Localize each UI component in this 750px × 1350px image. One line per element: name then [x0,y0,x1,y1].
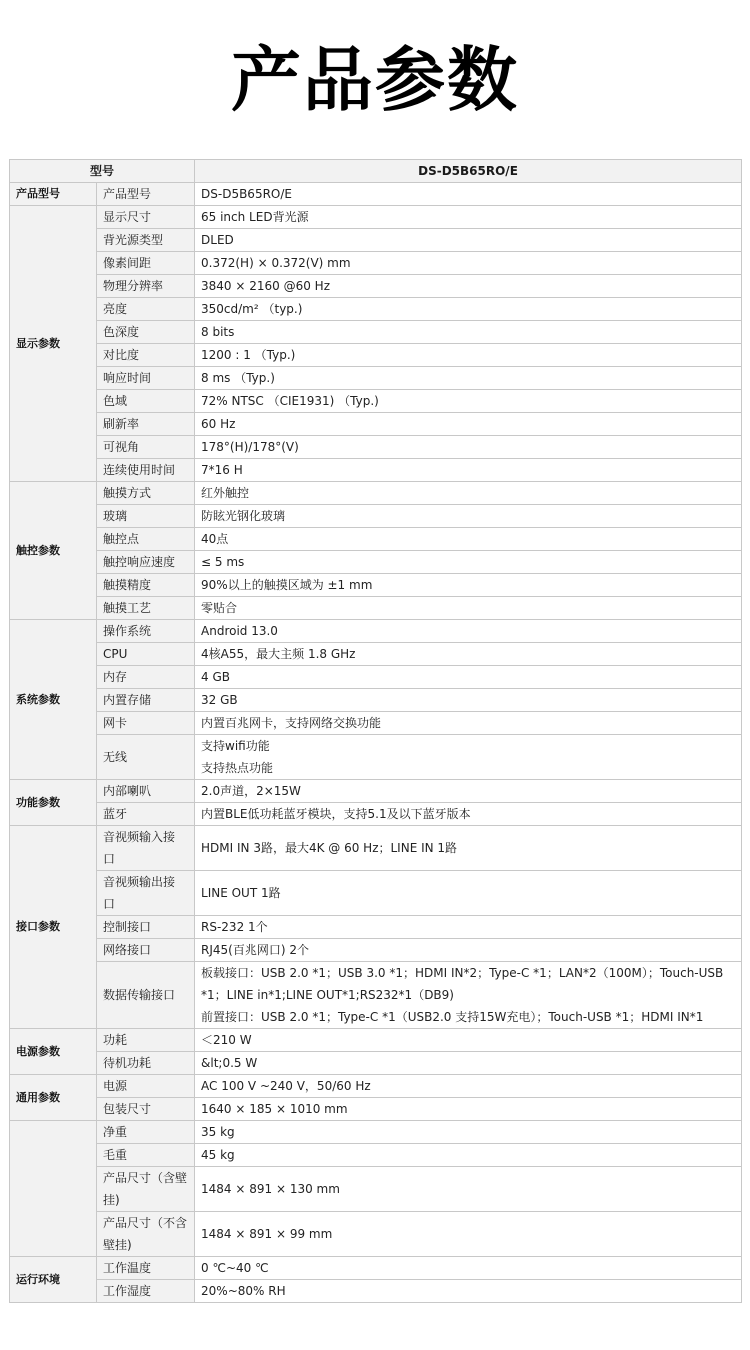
table-row [10,275,742,298]
param-value: RJ45(百兆网口) 2个 [195,939,742,962]
param-value: 40点 [195,528,742,551]
param-label: 触摸工艺 [97,597,195,620]
table-row [10,1121,742,1144]
text-line: 口 [103,897,116,911]
param-value: 防眩光钢化玻璃 [195,505,742,528]
table-row [10,1029,742,1052]
table-row [10,1144,742,1167]
table-row [10,390,742,413]
param-value: 350cd/m² （typ.) [195,298,742,321]
param-label: 毛重 [97,1144,195,1167]
param-label: 背光源类型 [97,229,195,252]
group-label: 功能参数 [10,780,97,826]
param-label: 触控点 [97,528,195,551]
table-row [10,735,742,780]
param-label: 触摸方式 [97,482,195,505]
text-line: 前置接口：USB 2.0 *1；Type-C *1（USB2.0 支持15W充电）；Touch-USB *1；HDMI IN*1 [201,1010,704,1024]
table-row [10,620,742,643]
param-label: 色深度 [97,321,195,344]
table-row [10,183,742,206]
param-label: 连续使用时间 [97,459,195,482]
header-model-label: 型号 [10,160,195,183]
group-label: 运行环境 [10,1257,97,1303]
param-value [195,962,742,1029]
table-row [10,1257,742,1280]
param-label: 电源 [97,1075,195,1098]
param-value: 内置BLE低功耗蓝牙模块，支持5.1及以下蓝牙版本 [195,803,742,826]
table-row [10,1075,742,1098]
param-label: 净重 [97,1121,195,1144]
param-value: 7*16 H [195,459,742,482]
table-row [10,916,742,939]
param-label: 可视角 [97,436,195,459]
table-row [10,459,742,482]
param-label: 无线 [97,735,195,780]
param-label: 内存 [97,666,195,689]
param-value: 0.372(H) × 0.372(V) mm [195,252,742,275]
text-line: 支持热点功能 [201,761,274,775]
param-label: 控制接口 [97,916,195,939]
param-label: 色域 [97,390,195,413]
param-label: 刷新率 [97,413,195,436]
table-row [10,482,742,505]
param-value: 20%~80% RH [195,1280,742,1303]
group-label: 显示参数 [10,206,97,482]
param-value: 65 inch LED背光源 [195,206,742,229]
param-label: 内置存储 [97,689,195,712]
text-line: 音视频输入接 [103,830,176,844]
text-line: 音视频输出接 [103,875,176,889]
spec-table [9,159,742,1303]
table-row [10,321,742,344]
param-value: 32 GB [195,689,742,712]
param-value: &lt;0.5 W [195,1052,742,1075]
text-line: 支持wifi功能 [201,739,270,753]
param-label: 触控响应速度 [97,551,195,574]
param-label: 玻璃 [97,505,195,528]
table-row [10,780,742,803]
table-row [10,206,742,229]
header-model-value: DS-D5B65RO/E [195,160,742,183]
param-value: 1484 × 891 × 99 mm [195,1212,742,1257]
param-value: 35 kg [195,1121,742,1144]
text-line: *1；LINE in*1;LINE OUT*1;RS232*1（DB9) [201,988,454,1002]
param-label: 工作温度 [97,1257,195,1280]
table-row [10,1167,742,1212]
group-label [10,1121,97,1257]
text-line: 挂) [103,1193,120,1207]
param-label: 蓝牙 [97,803,195,826]
table-row [10,803,742,826]
param-label [97,871,195,916]
param-value: 90%以上的触摸区域为 ±1 mm [195,574,742,597]
param-value: 1200 : 1 （Typ.) [195,344,742,367]
param-value: 60 Hz [195,413,742,436]
param-label: 触摸精度 [97,574,195,597]
table-row [10,436,742,459]
table-row [10,413,742,436]
param-label: 内部喇叭 [97,780,195,803]
param-value: ≤ 5 ms [195,551,742,574]
table-row [10,229,742,252]
table-row [10,643,742,666]
table-row [10,528,742,551]
param-value: Android 13.0 [195,620,742,643]
group-label: 产品型号 [10,183,97,206]
group-label: 触控参数 [10,482,97,620]
param-value [195,735,742,780]
param-value: DLED [195,229,742,252]
text-line: 产品尺寸（含壁 [103,1171,188,1185]
param-label [97,826,195,871]
param-value: 72% NTSC （CIE1931) （Typ.) [195,390,742,413]
table-row [10,367,742,390]
param-value: 1484 × 891 × 130 mm [195,1167,742,1212]
param-value: RS-232 1个 [195,916,742,939]
group-label: 通用参数 [10,1075,97,1121]
param-label: 包装尺寸 [97,1098,195,1121]
table-row [10,298,742,321]
table-row [10,826,742,871]
param-value: 零贴合 [195,597,742,620]
table-row [10,597,742,620]
param-value: 3840 × 2160 @60 Hz [195,275,742,298]
param-label: 网卡 [97,712,195,735]
param-value: LINE OUT 1路 [195,871,742,916]
param-label: CPU [97,643,195,666]
param-value: 45 kg [195,1144,742,1167]
table-row [10,551,742,574]
param-value: 8 ms （Typ.) [195,367,742,390]
param-value: 8 bits [195,321,742,344]
group-label: 电源参数 [10,1029,97,1075]
param-value: 4 GB [195,666,742,689]
table-row [10,666,742,689]
group-label: 接口参数 [10,826,97,1029]
param-label: 功耗 [97,1029,195,1052]
param-label [97,1212,195,1257]
param-value: 1640 × 185 × 1010 mm [195,1098,742,1121]
param-value: 4核A55，最大主频 1.8 GHz [195,643,742,666]
param-label: 显示尺寸 [97,206,195,229]
param-label: 响应时间 [97,367,195,390]
table-row [10,1212,742,1257]
table-row [10,505,742,528]
param-label: 操作系统 [97,620,195,643]
table-row [10,252,742,275]
table-row [10,689,742,712]
param-label: 对比度 [97,344,195,367]
param-value: 内置百兆网卡，支持网络交换功能 [195,712,742,735]
param-label: 数据传输接口 [97,962,195,1029]
param-value: 0 ℃~40 ℃ [195,1257,742,1280]
param-label: 待机功耗 [97,1052,195,1075]
param-value: ＜210 W [195,1029,742,1052]
text-line: 产品尺寸（不含 [103,1216,188,1230]
text-line: 壁挂) [103,1238,132,1252]
table-row [10,1280,742,1303]
param-label: 物理分辨率 [97,275,195,298]
param-label: 亮度 [97,298,195,321]
param-value: 2.0声道，2×15W [195,780,742,803]
group-label: 系统参数 [10,620,97,780]
text-line: 板载接口：USB 2.0 *1；USB 3.0 *1；HDMI IN*2；Type-C *1；LAN*2（100M）；Touch-USB [201,966,724,980]
table-row [10,1052,742,1075]
param-label [97,1167,195,1212]
table-row [10,939,742,962]
param-value: 红外触控 [195,482,742,505]
param-label: 产品型号 [97,183,195,206]
param-value: AC 100 V ~240 V，50/60 Hz [195,1075,742,1098]
table-row [10,344,742,367]
text-line: 口 [103,852,116,866]
param-label: 网络接口 [97,939,195,962]
param-value: 178°(H)/178°(V) [195,436,742,459]
param-value: HDMI IN 3路，最大4K @ 60 Hz；LINE IN 1路 [195,826,742,871]
table-header-row [10,160,742,183]
table-row [10,712,742,735]
param-label: 工作湿度 [97,1280,195,1303]
table-row [10,1098,742,1121]
table-row [10,962,742,1029]
table-row [10,871,742,916]
page-title: 产品参数 [231,39,519,121]
param-label: 像素间距 [97,252,195,275]
param-value: DS-D5B65RO/E [195,183,742,206]
table-row [10,574,742,597]
